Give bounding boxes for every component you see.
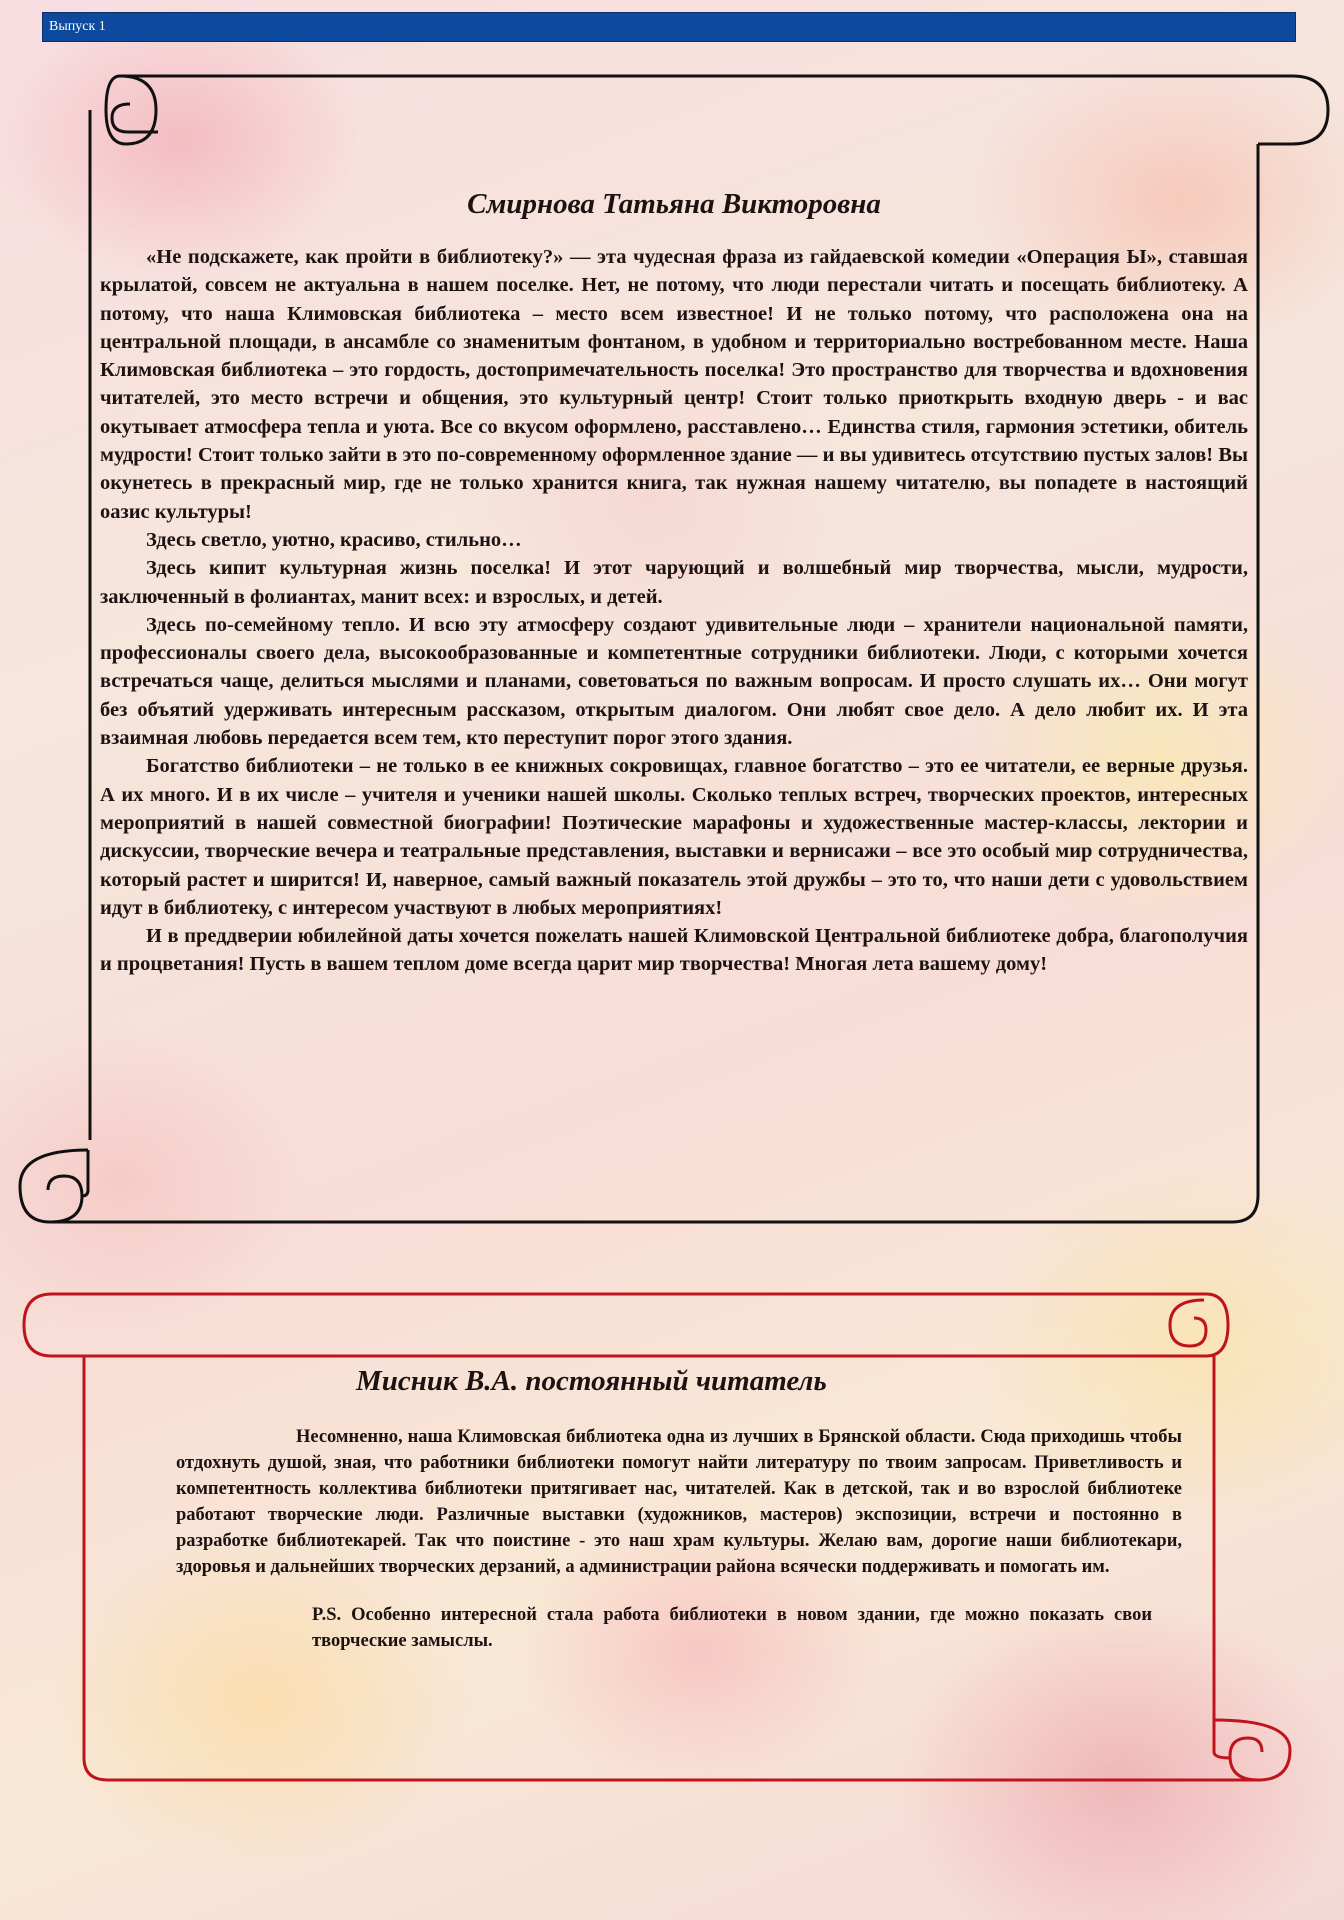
article-paragraph: Богатство библиотеки – не только в ее книжных сокровищах, главное богатство – это ее читатели, ее верные друзья. А их много. И в их числе – учителя и ученики нашей школы. Сколько теплых встреч, творческих проектов, интересных мероприятий в нашей совместной биографии! Поэтические марафоны и художественные мастер-классы, лектории и дискуссии, творческие вечера и театральные представления, выставки и вернисажи – все это особый мир сотрудничества, который растет и ширится! И, наверное, самый важный показатель этой дружбы – это то, что наши дети с удовольствием идут в библиотеку, с интересом участвуют в любых мероприятиях! [100,755,1248,919]
article-smirnova [100,188,1248,979]
article-paragraph: Здесь по-семейному тепло. И всю эту атмосферу создают удивительные люди – хранители национальной памяти, профессионалы своего дела, высокообразованные и компетентные сотрудники библиотеки. Люди, с которыми хочется встречаться чаще, делиться мыслями и планами, советоваться по важным вопросам. И просто слушать их… Они могут без объятий удерживать интересным рассказом, открытым диалогом. Они любят свое дело. А дело любит их. И эта взаимная любовь передается всем тем, кто переступит порог этого здания. [100,613,1248,750]
article-misnik [160,1365,1182,1654]
postscript-paragraph: P.S. Особенно интересной стала работа библиотеки в новом здании, где можно показать свои творческие замыслы. [312,1605,1152,1651]
article-paragraph: Здесь кипит культурная жизнь поселка! И этот чарующий и волшебный мир творчества, мысли, мудрости, заключенный в фолиантах, манит всех: и взрослых, и детей. [100,557,1248,608]
issue-label: Выпуск 1 [49,19,106,34]
article-paragraph: Несомненно, наша Климовская библиотека одна из лучших в Брянской области. Сюда приходишь чтобы отдохнуть душой, зная, что работники библиотеки помогут найти литературу по твоим запросам. Приветливость и компетентность коллектива библиотеки притягивает нас, читателей. Как в детской, так и во взрослой библиотеке работают творческие люди. Различные выставки (художников, мастеров) экспозиции, встречи и постоянно в разработке библиотекарей. Так что поистине - это наш храм культуры. Желаю вам, дорогие наши библиотекари, здоровья и дальнейших творческих дерзаний, а администрации района всячески поддерживать и помогать им. [176,1427,1182,1577]
article-title: Мисник В.А. постоянный читатель [356,1365,827,1397]
article-paragraph: И в преддверии юбилейной даты хочется пожелать нашей Климовской Центральной библиотеке добра, благополучия и процветания! Пусть в вашем теплом доме всегда царит мир творчества! Многая лета вашему дому! [100,925,1248,976]
article-title: Смирнова Татьяна Викторовна [467,188,881,220]
article-paragraph: «Не подскажете, как пройти в библиотеку?» — эта чудесная фраза из гайдаевской комедии «Операция Ы», ставшая крылатой, совсем не актуальна в нашем поселке. Нет, не потому, что люди перестали читать и посещать библиотеку. А потому, что наша Климовская библиотека – место всем известное! И не только потому, что расположена она на центральной площади, в ансамбле со знаменитым фонтаном, в удобном и территориально востребованном месте. Наша Климовская библиотека – это гордость, достопримечательность поселка! Это пространство для творчества и вдохновения читателей, это место встречи и общения, это культурный центр! Стоит только приоткрыть входную дверь - и вас окутывает атмосфера тепла и уюта. Все со вкусом оформлено, расставлено… Единства стиля, гармония эстетики, обитель мудрости! Стоит только зайти в это по-современному оформленное здание — и вы удивитесь отсутствию пустых залов! Вы окунетесь в прекрасный мир, где не только хранится книга, так нужная нашему читателю, вы попадете в настоящий оазис культуры! [100,246,1248,523]
article-paragraph: Здесь светло, уютно, красиво, стильно… [146,528,522,551]
